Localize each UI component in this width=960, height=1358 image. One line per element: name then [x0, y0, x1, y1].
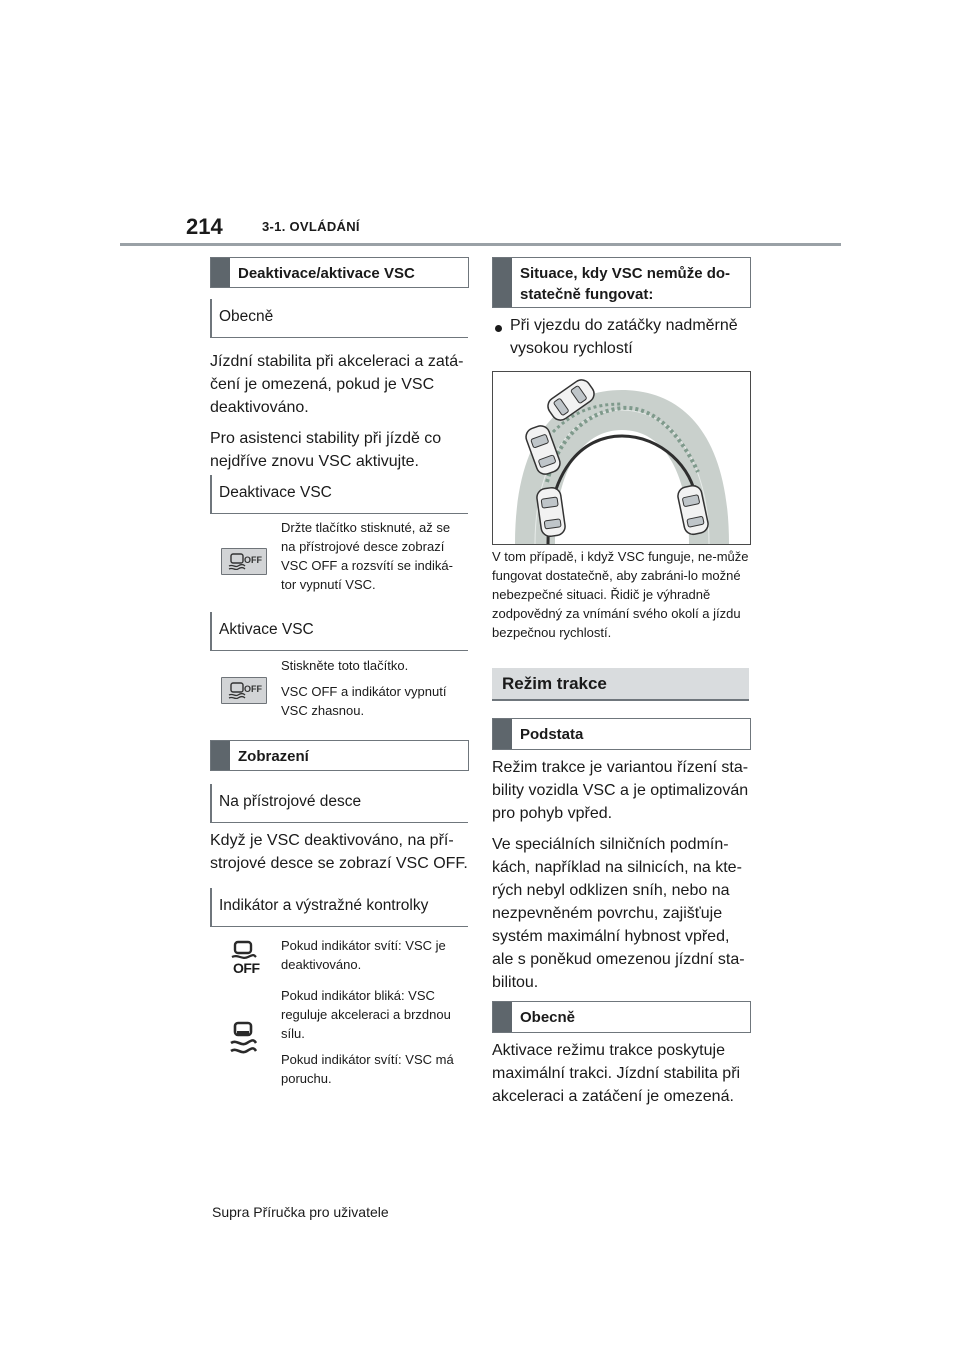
box-title: Zobrazení: [238, 748, 309, 765]
box-deaktivace-aktivace: [210, 257, 469, 288]
indicator-text: Pokud indikátor svítí: VSC je deaktivováno.: [281, 938, 446, 972]
caption-text: V tom případě, i když VSC funguje, ne-může fungovat dostatečně, aby zabráni-lo možné nebezpečné situaci. Řidič je výhradně zodpovědný za vnímání svého okolí a jízdu bezpečnou rychlostí.: [492, 549, 749, 640]
vsc-off-indicator-icon: [226, 940, 260, 976]
off-label: OFF: [233, 960, 260, 976]
box-podstata: [492, 718, 751, 750]
aktivace-instructions: [281, 656, 468, 727]
box-obecne: [492, 1001, 751, 1033]
paragraph: Aktivace režimu trakce poskytuje maximální trakci. Jízdní stabilita při akceleraci a zatáčení je omezená.: [492, 1042, 741, 1105]
bullet-dot: [495, 325, 502, 332]
vsc-indicator-icon: [226, 1021, 260, 1057]
vsc-off-button-icon: [221, 677, 267, 704]
box-bar: [493, 258, 512, 307]
subhead-label: Aktivace VSC: [219, 621, 314, 638]
trakce-text: [492, 756, 752, 1002]
subhead-label: Deaktivace VSC: [219, 484, 332, 501]
vsc-off-button-icon: [221, 548, 267, 575]
subhead-label: Indikátor a výstražné kontrolky: [219, 897, 429, 914]
paragraph: Jízdní stabilita při akceleraci a zatá-čení je omezená, pokud je VSC deaktivováno.: [210, 353, 464, 416]
indicator-2-text: [281, 986, 468, 1095]
box-title: Obecně: [520, 1009, 576, 1026]
subhead-indikator: [210, 888, 468, 928]
box-bar: [493, 1002, 512, 1032]
banner-rezim-trakce: [492, 668, 749, 701]
subhead-label: Obecně: [219, 308, 274, 325]
off-label: OFF: [244, 555, 262, 565]
indicator-text: Pokud indikátor svítí: VSC má poruchu.: [281, 1052, 454, 1086]
paragraph: Pro asistenci stability při jízdě co nejdříve znovu VSC aktivujte.: [210, 430, 442, 470]
paragraph: Režim trakce je variantou řízení sta-bility vozidla VSC a je optimalizován pro pohyb vpřed.: [492, 759, 749, 822]
car-skid-illustration: [492, 371, 751, 545]
instruction-text: Stiskněte toto tlačítko.: [281, 658, 409, 673]
page-number: 214: [186, 214, 223, 239]
footer-text: Supra Příručka pro uživatele: [212, 1204, 389, 1220]
paragraph: Když je VSC deaktivováno, na pří-strojové desce se zobrazí VSC OFF.: [210, 832, 468, 872]
section-title: 3-1. OVLÁDÁNÍ: [262, 219, 360, 234]
box-bar: [211, 258, 230, 287]
box-zobrazeni: [210, 740, 469, 771]
bullet-text: Při vjezdu do zatáčky nadměrně vysokou rychlostí: [510, 317, 738, 357]
illustration-caption: [492, 547, 754, 649]
instruction-text: VSC OFF a indikátor vypnutí VSC zhasnou.: [281, 684, 447, 718]
subhead-deaktivace: [210, 475, 468, 515]
banner-title: Režim trakce: [502, 674, 607, 693]
box-title: Situace, kdy VSC nemůže do-statečně fungovat:: [520, 265, 731, 303]
subhead-obecne: [210, 299, 468, 339]
off-label: OFF: [244, 684, 262, 694]
paragraph: Ve speciálních silničních podmín-kách, například na silnicích, na kte-rých nebyl odklizen sníh, nebo na nezpevněném povrchu, zajišťuje systém maximální hybnost vpřed, ale s poněkud omezenou jízdní sta-bilitou.: [492, 836, 745, 991]
obecne-text: [492, 1039, 752, 1116]
indicator-1-text: [281, 936, 468, 981]
instruction-text: Držte tlačítko stisknuté, až se na přístrojové desce zobrazí VSC OFF a rozsvítí se indiká-tor vypnutí VSC.: [281, 520, 453, 592]
box-title: Podstata: [520, 726, 584, 743]
car-skid-icon: [226, 1021, 260, 1057]
box-bar: [493, 719, 512, 749]
subhead-label: Na přístrojové desce: [219, 793, 362, 810]
box-situace: [492, 257, 751, 308]
subhead-aktivace: [210, 612, 468, 652]
subhead-pristrojova: [210, 784, 468, 824]
zobrazeni-text: [210, 829, 472, 883]
box-title: Deaktivace/aktivace VSC: [238, 265, 415, 282]
indicator-text: Pokud indikátor bliká: VSC reguluje akceleraci a brzdnou sílu.: [281, 988, 451, 1041]
box-bar: [211, 741, 230, 770]
header-rule: [120, 243, 841, 246]
deaktivace-instructions: [281, 518, 468, 601]
left-intro-text: [210, 350, 468, 481]
